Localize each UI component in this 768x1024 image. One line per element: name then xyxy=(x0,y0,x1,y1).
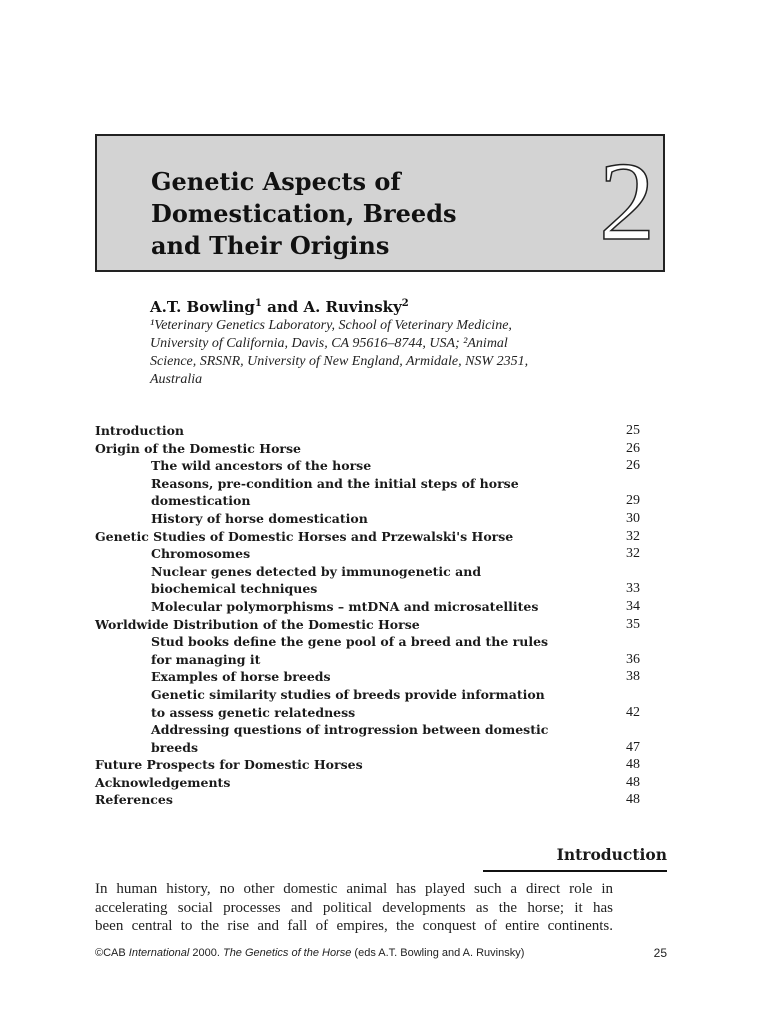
toc-entry-title: Genetic Studies of Domestic Horses and Przewalski's Horse xyxy=(95,528,514,544)
body-line: been central to the rise and fall of empires, the conquest of entire continents. xyxy=(95,918,613,934)
toc-entry-title: for managing it xyxy=(151,651,261,667)
affiliation-line: ¹Veterinary Genetics Laboratory, School of Veterinary Medicine, xyxy=(150,318,512,333)
body-line: accelerating social processes and political developments as the horse; it has xyxy=(95,899,613,916)
toc-entry-title: biochemical techniques xyxy=(151,581,318,597)
footer-editors: (eds A.T. Bowling and A. Ruvinsky) xyxy=(351,947,525,959)
chapter-title xyxy=(151,166,551,262)
affiliation-line: Australia xyxy=(150,372,203,387)
toc-entry xyxy=(95,475,640,510)
chapter-header-box xyxy=(95,134,665,272)
table-of-contents xyxy=(95,422,640,809)
toc-page-number: 48 xyxy=(626,774,640,790)
toc-entry xyxy=(95,457,640,475)
toc-entry xyxy=(95,616,640,634)
toc-entry xyxy=(95,598,640,616)
affiliation xyxy=(150,317,620,389)
toc-entry-title: to assess genetic relatedness xyxy=(151,704,356,720)
toc-entry-title: The wild ancestors of the horse xyxy=(151,458,372,474)
toc-entry-title: Nuclear genes detected by immunogenetic and xyxy=(151,563,482,579)
toc-page-number: 38 xyxy=(626,669,640,685)
toc-entry xyxy=(95,563,640,598)
toc-page-number: 26 xyxy=(626,440,640,456)
toc-page-number: 32 xyxy=(626,546,640,562)
chapter-title-line: Genetic Aspects of xyxy=(151,167,401,196)
toc-entry xyxy=(95,528,640,546)
toc-page-number: 48 xyxy=(626,757,640,773)
chapter-title-line: Domestication, Breeds xyxy=(151,199,457,228)
toc-page-number: 26 xyxy=(626,458,640,474)
toc-page-number: 30 xyxy=(626,510,640,526)
toc-entry-title: Stud books define the gene pool of a breed and the rules xyxy=(151,634,549,650)
toc-entry-title: History of horse domestication xyxy=(151,510,368,526)
toc-entry-title: Addressing questions of introgression between domestic xyxy=(151,722,549,738)
toc-entry xyxy=(95,686,640,721)
footer-book-title: The Genetics of the Horse xyxy=(222,947,352,959)
author-affiliation-mark: 2 xyxy=(401,298,409,309)
toc-entry-title: Future Prospects for Domestic Horses xyxy=(95,757,363,773)
author-affiliation-mark: 1 xyxy=(254,298,262,309)
toc-entry xyxy=(95,440,640,458)
body-paragraph xyxy=(95,880,613,936)
toc-entry-title: Genetic similarity studies of breeds provide information xyxy=(151,686,545,702)
toc-entry-title: Reasons, pre-condition and the initial steps of horse xyxy=(151,475,519,491)
toc-page-number: 33 xyxy=(626,581,640,597)
footer-copyright: ©CAB xyxy=(95,947,129,959)
footer-year: 2000. xyxy=(189,947,223,959)
toc-entry-title: Acknowledgements xyxy=(95,774,231,790)
toc-entry xyxy=(95,791,640,809)
toc-entry xyxy=(95,633,640,668)
affiliation-line: Science, SRSNR, University of New England, Armidale, NSW 2351, xyxy=(150,354,529,369)
page-number: 25 xyxy=(653,946,667,960)
toc-entry-title: Examples of horse breeds xyxy=(151,669,331,685)
author-conjunction: and xyxy=(261,298,304,316)
toc-page-number: 48 xyxy=(626,792,640,808)
chapter-title-line: and Their Origins xyxy=(151,231,390,260)
toc-page-number: 35 xyxy=(626,616,640,632)
toc-entry-title: Origin of the Domestic Horse xyxy=(95,440,301,456)
author-name: A.T. Bowling xyxy=(150,298,255,316)
toc-page-number: 32 xyxy=(626,528,640,544)
chapter-number: 2 xyxy=(599,140,655,264)
toc-entry xyxy=(95,510,640,528)
section-rule xyxy=(483,870,667,872)
toc-entry-title: Introduction xyxy=(95,423,185,438)
toc-entry-title: Molecular polymorphisms – mtDNA and microsatellites xyxy=(151,598,539,614)
section-heading: Introduction xyxy=(556,845,667,864)
toc-page-number: 34 xyxy=(626,598,640,614)
toc-entry-title: Chromosomes xyxy=(151,546,251,562)
toc-page-number: 29 xyxy=(626,493,640,509)
toc-page-number: 36 xyxy=(626,651,640,667)
toc-page-number: 47 xyxy=(626,739,640,755)
toc-entry-title: References xyxy=(95,792,173,808)
author-line xyxy=(150,294,409,317)
toc-page-number: 25 xyxy=(626,423,640,438)
toc-entry-title: domestication xyxy=(151,493,251,509)
affiliation-line: University of California, Davis, CA 95616–8744, USA; ²Animal xyxy=(150,336,508,351)
toc-page-number: 42 xyxy=(626,704,640,720)
toc-entry xyxy=(95,721,640,756)
footer-publisher: International xyxy=(128,947,190,959)
body-line: In human history, no other domestic animal has played such a direct role in xyxy=(95,881,613,897)
toc-entry xyxy=(95,545,640,563)
toc-entry-title: Worldwide Distribution of the Domestic Horse xyxy=(95,616,420,632)
author-name: A. Ruvinsky xyxy=(303,298,402,316)
toc-entry-title: breeds xyxy=(151,739,199,755)
page-footer xyxy=(95,945,667,961)
toc-entry xyxy=(95,422,640,440)
toc-entry xyxy=(95,668,640,686)
toc-entry xyxy=(95,774,640,792)
toc-entry xyxy=(95,756,640,774)
